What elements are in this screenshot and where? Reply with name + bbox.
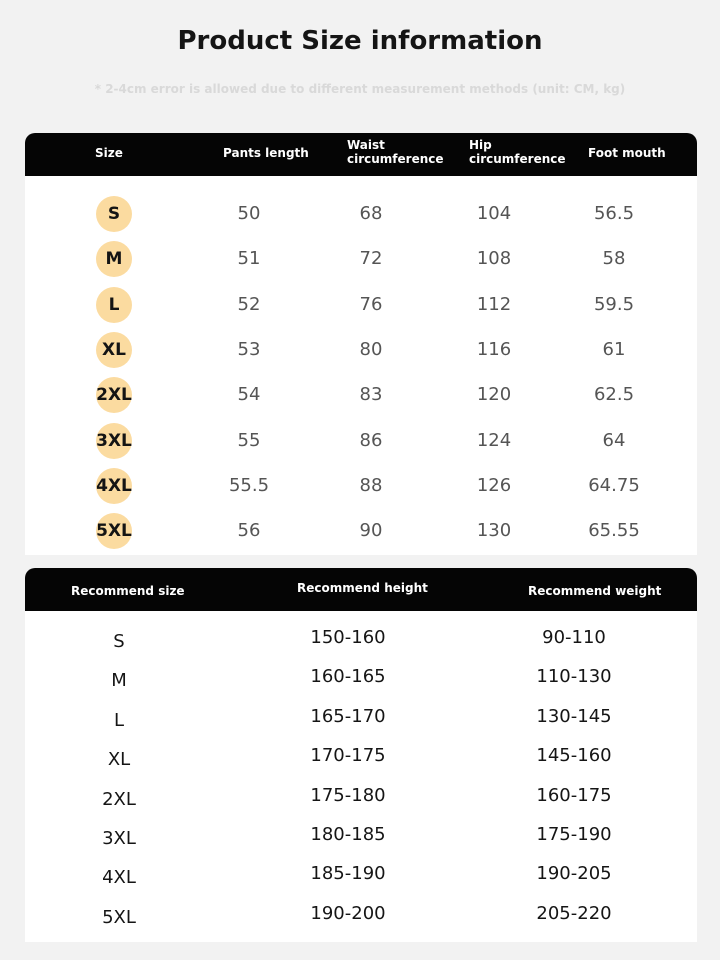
cell-waist: 80 [359, 338, 383, 360]
cell-hip: 120 [476, 384, 512, 406]
cell-recommend-size: 2XL [102, 788, 136, 810]
cell-pants-length: 54 [237, 384, 261, 406]
size-label: 5XL [96, 521, 132, 542]
size-table-header [25, 133, 697, 176]
cell-pants-length: 52 [237, 293, 261, 315]
recommend-table-header [25, 568, 697, 611]
cell-pants-length: 50 [237, 203, 261, 224]
cell-recommend-weight: 90-110 [542, 627, 606, 648]
size-label: 2XL [96, 385, 132, 406]
cell-hip: 108 [476, 248, 512, 270]
cell-recommend-height: 185-190 [310, 863, 386, 885]
measurement-note: * 2-4cm error is allowed due to different measurement methods (unit: CM, kg) [94, 82, 626, 96]
cell-pants-length: 55 [237, 429, 261, 451]
cell-foot-mouth: 61 [602, 338, 626, 360]
cell-hip: 104 [476, 203, 512, 224]
cell-foot-mouth: 58 [602, 248, 626, 270]
cell-waist: 76 [359, 293, 383, 315]
cell-hip: 124 [476, 429, 512, 451]
cell-waist: 83 [359, 384, 383, 406]
header-recommend-size: Recommend size [71, 584, 185, 598]
header-pants-length: Pants length [223, 146, 309, 160]
cell-recommend-height: 190-200 [310, 902, 386, 924]
cell-recommend-weight: 130-145 [536, 705, 612, 727]
cell-recommend-height: 165-170 [310, 705, 386, 727]
cell-recommend-weight: 175-190 [536, 824, 612, 845]
cell-hip: 112 [476, 293, 512, 315]
recommend-table [25, 568, 697, 942]
cell-recommend-height: 180-185 [310, 824, 386, 845]
cell-foot-mouth: 64.75 [588, 474, 640, 496]
cell-recommend-weight: 160-175 [536, 784, 612, 806]
cell-recommend-size: M [111, 670, 127, 692]
header-hip: Hip circumference [469, 138, 566, 166]
cell-recommend-size: L [113, 709, 125, 731]
cell-pants-length: 53 [237, 338, 261, 360]
header-foot-mouth: Foot mouth [588, 146, 666, 160]
size-label: XL [102, 339, 126, 360]
cell-recommend-weight: 145-160 [536, 745, 612, 767]
cell-foot-mouth: 59.5 [593, 293, 635, 315]
cell-waist: 68 [359, 203, 383, 224]
cell-recommend-height: 170-175 [310, 745, 386, 767]
size-table [25, 133, 697, 555]
cell-recommend-height: 160-165 [310, 666, 386, 688]
cell-recommend-height: 175-180 [310, 784, 386, 806]
cell-waist: 90 [359, 520, 383, 542]
size-label: L [108, 294, 120, 315]
cell-recommend-height: 150-160 [310, 627, 386, 648]
cell-pants-length: 51 [237, 248, 261, 270]
cell-waist: 86 [359, 429, 383, 451]
page-title: Product Size information [177, 26, 543, 56]
cell-recommend-size: XL [107, 749, 131, 771]
cell-recommend-weight: 205-220 [536, 902, 612, 924]
cell-foot-mouth: 65.55 [588, 520, 640, 542]
cell-recommend-weight: 190-205 [536, 863, 612, 885]
header-waist: Waist circumference [347, 138, 444, 166]
cell-waist: 88 [359, 474, 383, 496]
cell-foot-mouth: 56.5 [593, 203, 635, 224]
size-label: 3XL [96, 430, 132, 451]
cell-foot-mouth: 62.5 [593, 384, 635, 406]
cell-hip: 126 [476, 474, 512, 496]
cell-recommend-size: 5XL [102, 906, 136, 928]
header-size: Size [95, 146, 123, 160]
cell-pants-length: 55.5 [228, 474, 270, 496]
cell-recommend-size: S [113, 631, 125, 652]
cell-recommend-size: 3XL [102, 828, 136, 849]
size-label: M [105, 249, 123, 270]
cell-hip: 116 [476, 338, 512, 360]
cell-pants-length: 56 [237, 520, 261, 542]
cell-hip: 130 [476, 520, 512, 542]
size-label: S [107, 204, 121, 224]
cell-foot-mouth: 64 [602, 429, 626, 451]
header-recommend-weight: Recommend weight [528, 584, 662, 598]
cell-recommend-size: 4XL [102, 867, 136, 889]
cell-recommend-weight: 110-130 [536, 666, 612, 688]
size-label: 4XL [96, 475, 132, 496]
header-recommend-height: Recommend height [297, 581, 428, 595]
cell-waist: 72 [359, 248, 383, 270]
